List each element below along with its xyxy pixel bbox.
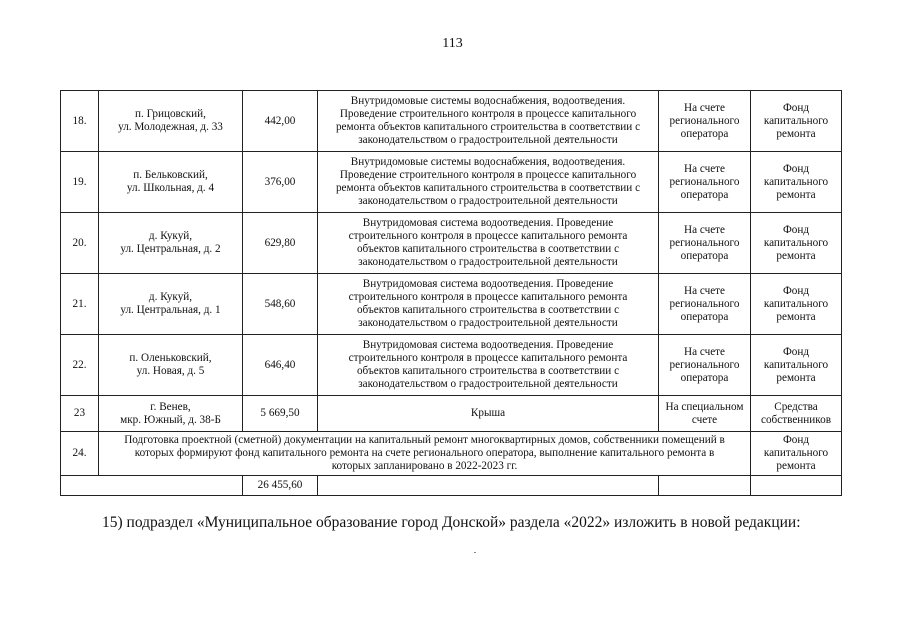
funding-source-cell: Средства собственников xyxy=(751,396,842,432)
table-row xyxy=(61,335,842,396)
address-cell: п. Оленьковский, ул. Новая, д. 5 xyxy=(99,335,243,396)
work-description-cell: Крыша xyxy=(318,396,659,432)
address-cell: г. Венев, мкр. Южный, д. 38-Б xyxy=(99,396,243,432)
total-area-cell: 26 455,60 xyxy=(243,476,318,496)
empty-cell xyxy=(318,476,659,496)
funding-source-cell: Фонд капитального ремонта xyxy=(751,274,842,335)
work-description-cell: Внутридомовые системы водоснабжения, водоотведения. Проведение строительного контроля в процессе капитального ремонта объектов капитального строительства в соответствии с законодательством о градостроительной деятельности xyxy=(318,152,659,213)
funding-source-cell: Фонд капитального ремонта xyxy=(751,432,842,476)
area-cell: 376,00 xyxy=(243,152,318,213)
area-cell: 629,80 xyxy=(243,213,318,274)
empty-cell xyxy=(61,476,243,496)
area-cell: 646,40 xyxy=(243,335,318,396)
row-number: 22. xyxy=(61,335,99,396)
area-cell: 548,60 xyxy=(243,274,318,335)
account-cell: На счете регионального оператора xyxy=(659,274,751,335)
work-description-cell: Внутридомовые системы водоснабжения, водоотведения. Проведение строительного контроля в процессе капитального ремонта объектов капитального строительства в соответствии с законодательством о градостроительной деятельности xyxy=(318,91,659,152)
funding-source-cell: Фонд капитального ремонта xyxy=(751,91,842,152)
row-number: 18. xyxy=(61,91,99,152)
empty-cell xyxy=(659,476,751,496)
area-cell: 5 669,50 xyxy=(243,396,318,432)
table-row xyxy=(61,213,842,274)
account-cell: На счете регионального оператора xyxy=(659,213,751,274)
row-number: 19. xyxy=(61,152,99,213)
row-number: 20. xyxy=(61,213,99,274)
table-row xyxy=(61,432,842,476)
funding-source-cell: Фонд капитального ремонта xyxy=(751,335,842,396)
account-cell: На специальном счете xyxy=(659,396,751,432)
table-row xyxy=(61,396,842,432)
address-cell: п. Бельковский, ул. Школьная, д. 4 xyxy=(99,152,243,213)
work-description-cell: Внутридомовая система водоотведения. Проведение строительного контроля в процессе капитального ремонта объектов капитального строительства в соответствии с законодательством о градостроительной деятельности xyxy=(318,335,659,396)
funding-source-cell: Фонд капитального ремонта xyxy=(751,213,842,274)
work-description-cell: Внутридомовая система водоотведения. Проведение строительного контроля в процессе капитального ремонта объектов капитального строительства в соответствии с законодательством о градостроительной деятельности xyxy=(318,213,659,274)
total-row xyxy=(61,476,842,496)
area-cell: 442,00 xyxy=(243,91,318,152)
address-cell: д. Кукуй, ул. Центральная, д. 2 xyxy=(99,213,243,274)
address-cell: п. Грицовский, ул. Молодежная, д. 33 xyxy=(99,91,243,152)
page-number: 113 xyxy=(442,36,463,51)
design-documentation-cell: Подготовка проектной (сметной) документации на капитальный ремонт многоквартирных домов, собственники помещений в которых формируют фонд капитального ремонта на счете регионального оператора, выполнение капитального ремонта в которых запланировано в 2022-2023 гг. xyxy=(99,432,751,476)
table-row xyxy=(61,91,842,152)
amendment-paragraph: 15) подраздел «Муниципальное образование город Донской» раздела «2022» изложить в новой редакции: xyxy=(102,514,801,531)
repair-table xyxy=(60,90,842,496)
funding-source-cell: Фонд капитального ремонта xyxy=(751,152,842,213)
row-number: 21. xyxy=(61,274,99,335)
address-cell: д. Кукуй, ул. Центральная, д. 1 xyxy=(99,274,243,335)
row-number: 23 xyxy=(61,396,99,432)
empty-cell xyxy=(751,476,842,496)
account-cell: На счете регионального оператора xyxy=(659,335,751,396)
work-description-cell: Внутридомовая система водоотведения. Проведение строительного контроля в процессе капитального ремонта объектов капитального строительства в соответствии с законодательством о градостроительной деятельности xyxy=(318,274,659,335)
account-cell: На счете регионального оператора xyxy=(659,91,751,152)
table-row xyxy=(61,274,842,335)
table-row xyxy=(61,152,842,213)
scan-speck xyxy=(474,552,476,553)
row-number: 24. xyxy=(61,432,99,476)
account-cell: На счете регионального оператора xyxy=(659,152,751,213)
